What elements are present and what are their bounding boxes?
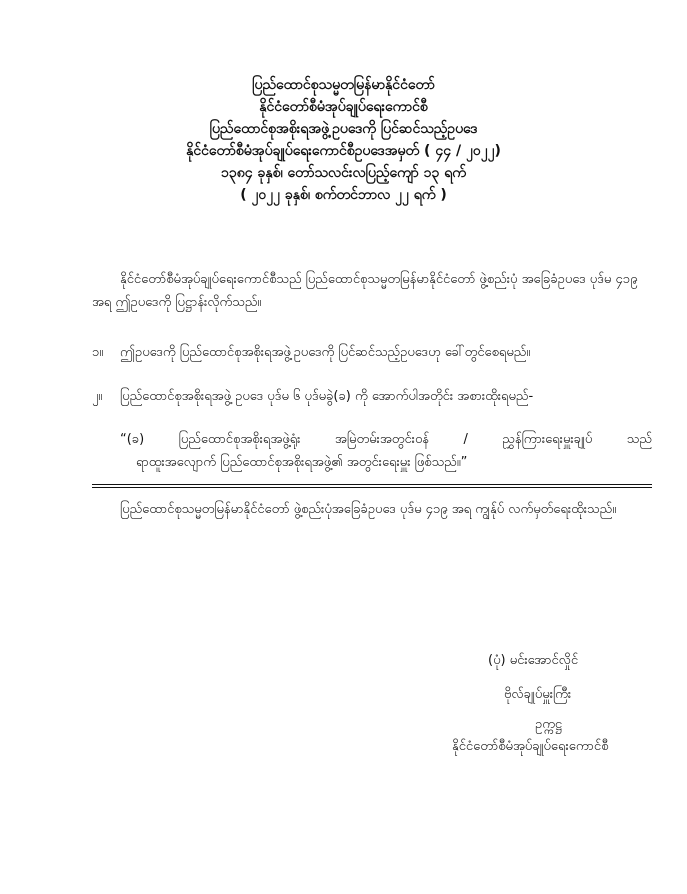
divider-line-top (92, 484, 652, 485)
amendment-quote-line-1 (120, 428, 652, 451)
intro-paragraph: နိုင်ငံတော်စီမံအုပ်ချုပ်ရေးကောင်စီသည် ပြည်ထောင်စုသမ္မတမြန်မာနိုင်ငံတော် ဖွဲ့စည်းပုံ အခြေခံဥပဒေ ပုဒ်မ ၄၁၉ အရ ဤဥပဒေကို ပြဋ္ဌာန်းလိုက်သည်။ (92, 272, 638, 310)
signature-name: (ပုံ) မင်းအောင်လှိုင် (488, 653, 579, 668)
header-law-number: နိုင်ငံတော်စီမံအုပ်ချုပ်ရေးကောင်စီဥပဒေအမှတ် ( ၄၄ / ၂၀၂၂) (186, 143, 501, 159)
header-law-title: ပြည်ထောင်စုအစိုးရအဖွဲ့ဥပဒေကို ပြင်ဆင်သည့်ဥပဒေ (209, 121, 478, 137)
item-2-text: ပြည်ထောင်စုအစိုးရအဖွဲ့ ဥပဒေ ပုဒ်မ ၆ ပုဒ်မခွဲ(ခ) ကို အောက်ပါအတိုင်း အစားထိုးရမည်- (120, 389, 534, 404)
header-myanmar-date: ၁၃၈၄ ခုနှစ်၊ တော်သလင်းလပြည့်ကျော် ၁၃ ရက် (220, 165, 467, 181)
quote-clause-label: “(ခ) (120, 432, 145, 447)
header-country-name: ပြည်ထောင်စုသမ္မတမြန်မာနိုင်ငံတော် (252, 77, 435, 93)
quote-office-name: ပြည်ထောင်စုအစိုးရအဖွဲ့ရုံး (178, 432, 301, 447)
item-1-text: ဤဥပဒေကို ပြည်ထောင်စုအစိုးရအဖွဲ့ဥပဒေကို ပြင်ဆင်သည့်ဥပဒေဟု ခေါ်တွင်စေရမည်။ (120, 345, 531, 360)
document-header (0, 74, 687, 206)
header-gregorian-date: ( ၂၀၂၂ ခုနှစ်၊ စက်တင်ဘာလ ၂၂ ရက် ) (240, 187, 447, 203)
quote-director-general: ညွှန်ကြားရေးမှူးချုပ် (502, 432, 593, 447)
item-2-number: ၂။ (92, 389, 103, 404)
quote-slash: / (463, 432, 468, 447)
closing-paragraph: ပြည်ထောင်စုသမ္မတမြန်မာနိုင်ငံတော် ဖွဲ့စည်းပုံအခြေခံဥပဒေ ပုဒ်မ ၄၁၉ အရ ကျွန်ုပ် လက်မှတ်ရေးထိုးသည်။ (120, 502, 617, 517)
signature-rank: ဗိုလ်ချုပ်မှူးကြီး (504, 687, 572, 702)
quote-permanent-secretary: အမြဲတမ်းအတွင်းဝန် (334, 432, 429, 447)
header-council-name: နိုင်ငံတော်စီမံအုပ်ချုပ်ရေးကောင်စီ (259, 99, 428, 115)
divider-line-bottom (92, 487, 652, 488)
amendment-quote (120, 428, 652, 474)
amendment-quote-line-2: ရာထူးအလျောက် ပြည်ထောင်စုအစိုးရအဖွဲ့၏ အတွင်းရေးမှူး ဖြစ်သည်။” (136, 455, 468, 470)
quote-particle: သည် (626, 432, 652, 447)
signature-title: ဥက္ကဋ္ဌ (535, 717, 562, 732)
item-1-number: ၁။ (92, 345, 104, 360)
signature-council: နိုင်ငံတော်စီမံအုပ်ချုပ်ရေးကောင်စီ (452, 739, 609, 754)
